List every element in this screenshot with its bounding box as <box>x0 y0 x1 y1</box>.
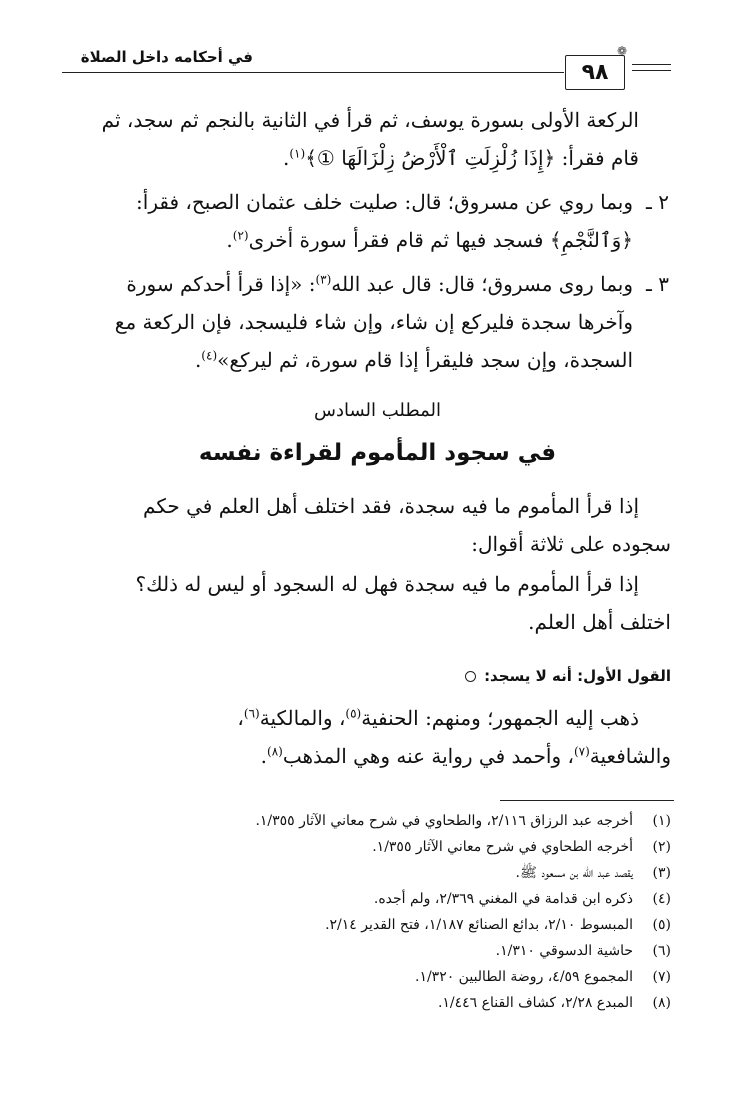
header-rule-right-top <box>632 64 671 65</box>
p3-line-2: وآخرها سجدة فليركع إن شاء، وإن شاء فليسجد، فإن الركعة مع <box>114 310 633 334</box>
opinion-heading-text: القول الأول: أنه لا يسجد: <box>484 667 671 685</box>
footnote-text: المبدع ٢/٢٨، كشاف القناع ١/٤٤٦. <box>437 995 633 1011</box>
p1-line-2 <box>283 146 639 170</box>
p1-line-2-text: قام فقرأ: ﴿إِذَا زُلْزِلَتِ ٱلْأَرْضُ زِلْزَالَهَا ①﴾ <box>305 146 639 170</box>
footnote-number: (٦) <box>652 943 671 959</box>
p3-line-3 <box>195 348 633 372</box>
p2-line-2-text: ﴿وَٱلنَّجْمِ﴾ فسجد فيها ثم قام فقرأ سورة أخرى <box>248 228 633 252</box>
header-rule-right-bottom <box>632 70 671 71</box>
footnote-ref-6: (٦) <box>243 706 260 721</box>
footnote <box>60 938 671 964</box>
footnote-number: (٥) <box>652 917 671 933</box>
footnote-number: (٢) <box>652 839 671 855</box>
footnote <box>60 860 671 886</box>
p3-line-1 <box>126 272 633 296</box>
footnote-text: أخرجه عبد الرزاق ٢/١١٦، والطحاوي في شرح معاني الآثار ١/٣٥٥. <box>255 813 633 829</box>
footnote-text: أخرجه الطحاوي في شرح معاني الآثار ١/٣٥٥. <box>372 839 633 855</box>
footnote-number: (٣) <box>652 865 671 881</box>
p3-line-1b: : «إذا قرأ أحدكم سورة <box>126 272 316 296</box>
running-header-title: في أحكامه داخل الصلاة <box>80 48 253 66</box>
p2-line-1: وبما روي عن مسروق؛ قال: صليت خلف عثمان الصبح، فقرأ: <box>136 190 633 214</box>
p6-line-1c: ، <box>237 706 244 730</box>
page-number-box <box>565 55 625 90</box>
footnote-number: (٨) <box>652 995 671 1011</box>
p4-line-1: إذا قرأ المأموم ما فيه سجدة، فقد اختلف أهل العلم في حكم <box>143 494 639 518</box>
footnote-ref-3: (٣) <box>315 272 332 287</box>
footnote-number: (١) <box>652 813 671 829</box>
p2-period: . <box>226 228 233 252</box>
footnote-ref-7: (٧) <box>573 744 590 759</box>
p5-line-2: اختلف أهل العلم. <box>528 610 671 634</box>
p6-line-1a: ذهب إليه الجمهور؛ ومنهم: الحنفية <box>361 706 639 730</box>
p6-line-2 <box>261 744 671 768</box>
p3-period: . <box>194 348 202 372</box>
footnote-number: (٤) <box>652 891 671 907</box>
p6-line-1b: ، والمالكية <box>259 706 346 730</box>
footnotes <box>60 808 671 1016</box>
footnote-text: حاشية الدسوقي ١/٣١٠. <box>495 943 633 959</box>
p2-line-2 <box>226 228 633 252</box>
ornament-icon: ❁ <box>617 44 628 58</box>
section-label: المطلب السادس <box>313 400 442 421</box>
footnote-separator <box>500 800 674 801</box>
footnote-text: المجموع ٤/٥٩، روضة الطالبين ١/٣٢٠. <box>414 969 633 985</box>
footnote <box>60 912 671 938</box>
p5-line-1: إذا قرأ المأموم ما فيه سجدة فهل له السجود أو ليس له ذلك؟ <box>135 572 639 596</box>
footnote-ref-2: (٢) <box>232 228 249 243</box>
footnote <box>60 964 671 990</box>
p6-line-2a: والشافعية <box>589 744 671 768</box>
footnote-ref-4: (٤) <box>201 348 218 363</box>
footnote-text: ذكره ابن قدامة في المغني ٢/٣٦٩، ولم أجده. <box>373 891 633 907</box>
footnote <box>60 834 671 860</box>
footnote-ref-8: (٨) <box>267 744 283 759</box>
footnote-text: يقصد عبد الله بن مسعود ﷺ. <box>515 865 633 881</box>
footnote-ref-1: (١) <box>289 146 306 161</box>
p6-line-2b: ، وأحمد في رواية عنه وهي المذهب <box>282 744 574 768</box>
footnote-text: المبسوط ٢/١٠، بدائع الصنائع ١/١٨٧، فتح القدير ٢/١٤. <box>325 917 633 933</box>
footnote-number: (٧) <box>652 969 671 985</box>
p1-line-1: الركعة الأولى بسورة يوسف، ثم قرأ في الثانية بالنجم ثم سجد، ثم <box>101 108 639 132</box>
circle-bullet-icon <box>465 671 476 682</box>
p4-line-2: سجوده على ثلاثة أقوال: <box>471 532 671 556</box>
page-number: ٩٨ <box>581 60 609 85</box>
p2-number: ٢ ـ <box>646 190 669 214</box>
header-rule-left <box>62 72 564 73</box>
p3-line-3-text: السجدة، وإن سجد فليقرأ إذا قام سورة، ثم ليركع» <box>217 348 633 372</box>
p6-line-1 <box>237 706 639 730</box>
footnote <box>60 808 671 834</box>
opinion-heading <box>465 667 671 685</box>
p6-period: . <box>260 744 268 768</box>
footnote <box>60 990 671 1016</box>
p3-number: ٣ ـ <box>646 272 669 296</box>
p1-period: . <box>283 146 290 170</box>
p3-line-1a: وبما روى مسروق؛ قال: قال عبد الله <box>331 272 633 296</box>
footnote <box>60 886 671 912</box>
section-title: في سجود المأموم لقراءة نفسه <box>198 440 557 466</box>
footnote-ref-5: (٥) <box>345 706 362 721</box>
